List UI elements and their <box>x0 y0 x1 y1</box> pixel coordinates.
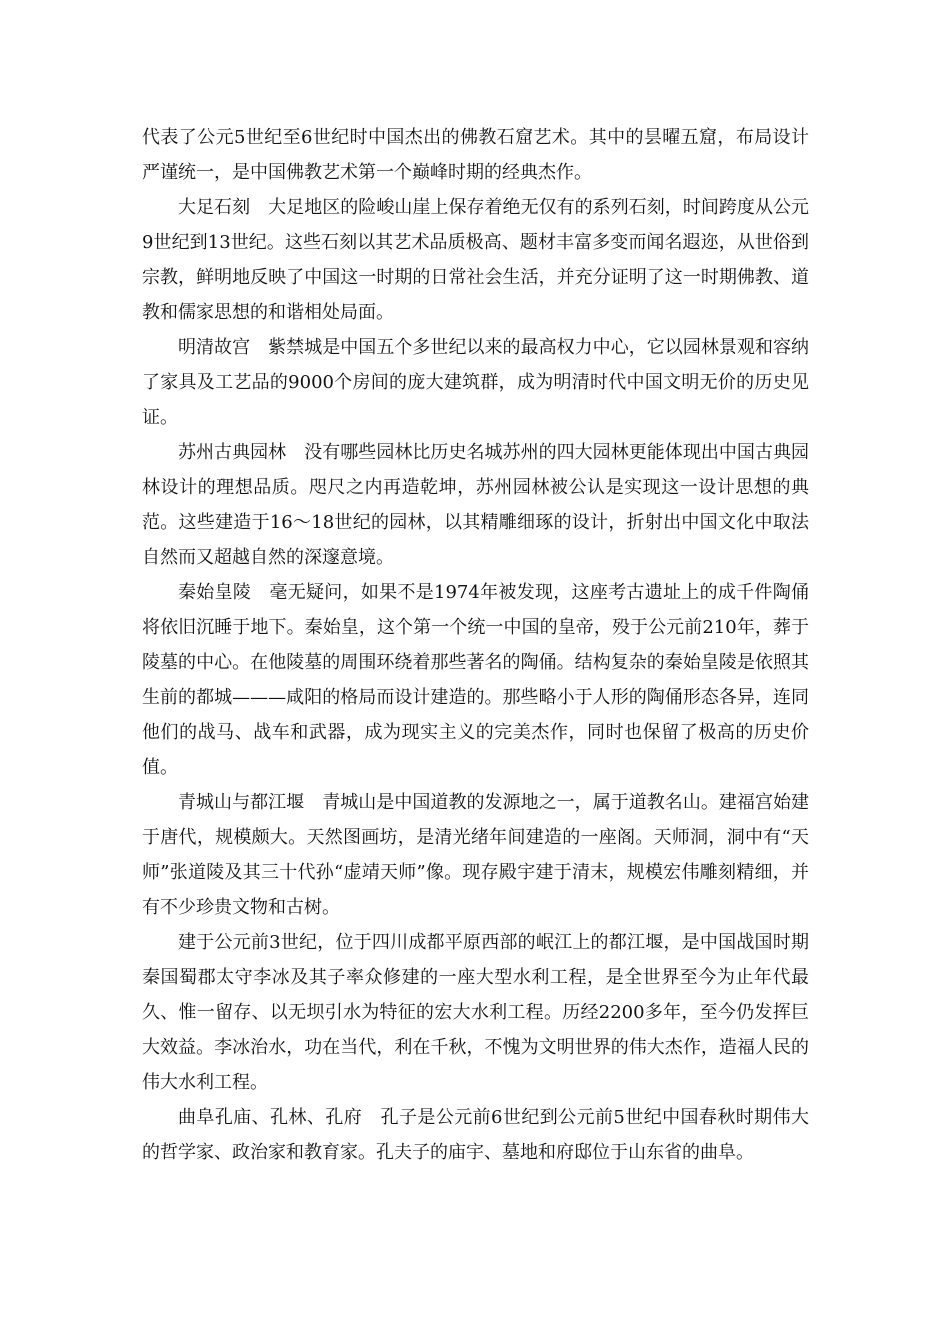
paragraph-qin-mausoleum <box>142 575 809 785</box>
paragraph-yungang-continuation <box>142 120 809 190</box>
paragraph-suzhou-gardens <box>142 435 809 575</box>
paragraph-dazu-rock-carvings <box>142 190 809 330</box>
paragraph-qufu-confucius <box>142 1100 809 1170</box>
paragraph-text: 紫禁城是中国五个多世纪以来的最高权力中心，它以园林景观和容纳了家具及工艺品的9000个房间的庞大建筑群，成为明清时代中国文明无价的历史见证。 <box>142 337 810 428</box>
paragraph-text: 没有哪些园林比历史名城苏州的四大园林更能体现出中国古典园林设计的理想品质。咫尺之内再造乾坤，苏州园林被公认是实现这一设计思想的典范。这些建造于16～18世纪的园林，以其精雕细琢的设计，折射出中国文化中取法自然而又超越自然的深邃意境。 <box>142 442 810 568</box>
paragraph-forbidden-city <box>142 330 809 435</box>
paragraph-dujiangyan-detail <box>142 925 809 1100</box>
paragraph-text: 青城山是中国道教的发源地之一，属于道教名山。建福宫始建于唐代，规模颇大。天然图画坊，是清光绪年间建造的一座阁。天师洞，洞中有“天师”张道陵及其三十代孙“虚靖天师”像。现存殿宇建于清末，规模宏伟雕刻精细，并有不少珍贵文物和古树。 <box>142 792 810 918</box>
paragraph-text: 孔子是公元前6世纪到公元前5世纪中国春秋时期伟大的哲学家、政治家和教育家。孔夫子的庙宇、墓地和府邸位于山东省的曲阜。 <box>142 1107 810 1163</box>
document-page <box>142 120 809 1170</box>
paragraph-heading: 明清故宫 <box>178 337 251 358</box>
paragraph-heading: 苏州古典园林 <box>178 442 287 463</box>
paragraph-heading: 大足石刻 <box>178 197 251 218</box>
paragraph-text: 毫无疑问，如果不是1974年被发现，这座考古遗址上的成千件陶俑将依旧沉睡于地下。秦始皇，这个第一个统一中国的皇帝，殁于公元前210年，葬于陵墓的中心。在他陵墓的周围环绕着那些著名的陶俑。结构复杂的秦始皇陵是依照其生前的都城———咸阳的格局而设计建造的。那些略小于人形的陶俑形态各异，连同他们的战马、战车和武器，成为现实主义的完美杰作，同时也保留了极高的历史价值。 <box>142 582 810 778</box>
paragraph-text: 建于公元前3世纪，位于四川成都平原西部的岷江上的都江堰，是中国战国时期秦国蜀郡太守李冰及其子率众修建的一座大型水利工程，是全世界至今为止年代最久、惟一留存、以无坝引水为特征的宏大水利工程。历经2200多年，至今仍发挥巨大效益。李冰治水，功在当代，利在千秋，不愧为文明世界的伟大杰作，造福人民的伟大水利工程。 <box>142 932 809 1093</box>
paragraph-qingcheng-dujiangyan <box>142 785 809 925</box>
paragraph-text: 大足地区的险峻山崖上保存着绝无仅有的系列石刻，时间跨度从公元9世纪到13世纪。这些石刻以其艺术品质极高、题材丰富多变而闻名遐迩，从世俗到宗教，鲜明地反映了中国这一时期的日常社会生活，并充分证明了这一时期佛教、道教和儒家思想的和谐相处局面。 <box>142 197 810 323</box>
paragraph-text: 代表了公元5世纪至6世纪时中国杰出的佛教石窟艺术。其中的昙曜五窟，布局设计严谨统一，是中国佛教艺术第一个巅峰时期的经典杰作。 <box>142 127 809 183</box>
paragraph-heading: 曲阜孔庙、孔林、孔府 <box>178 1107 363 1128</box>
paragraph-heading: 秦始皇陵 <box>178 582 252 603</box>
paragraph-heading: 青城山与都江堰 <box>178 792 305 813</box>
